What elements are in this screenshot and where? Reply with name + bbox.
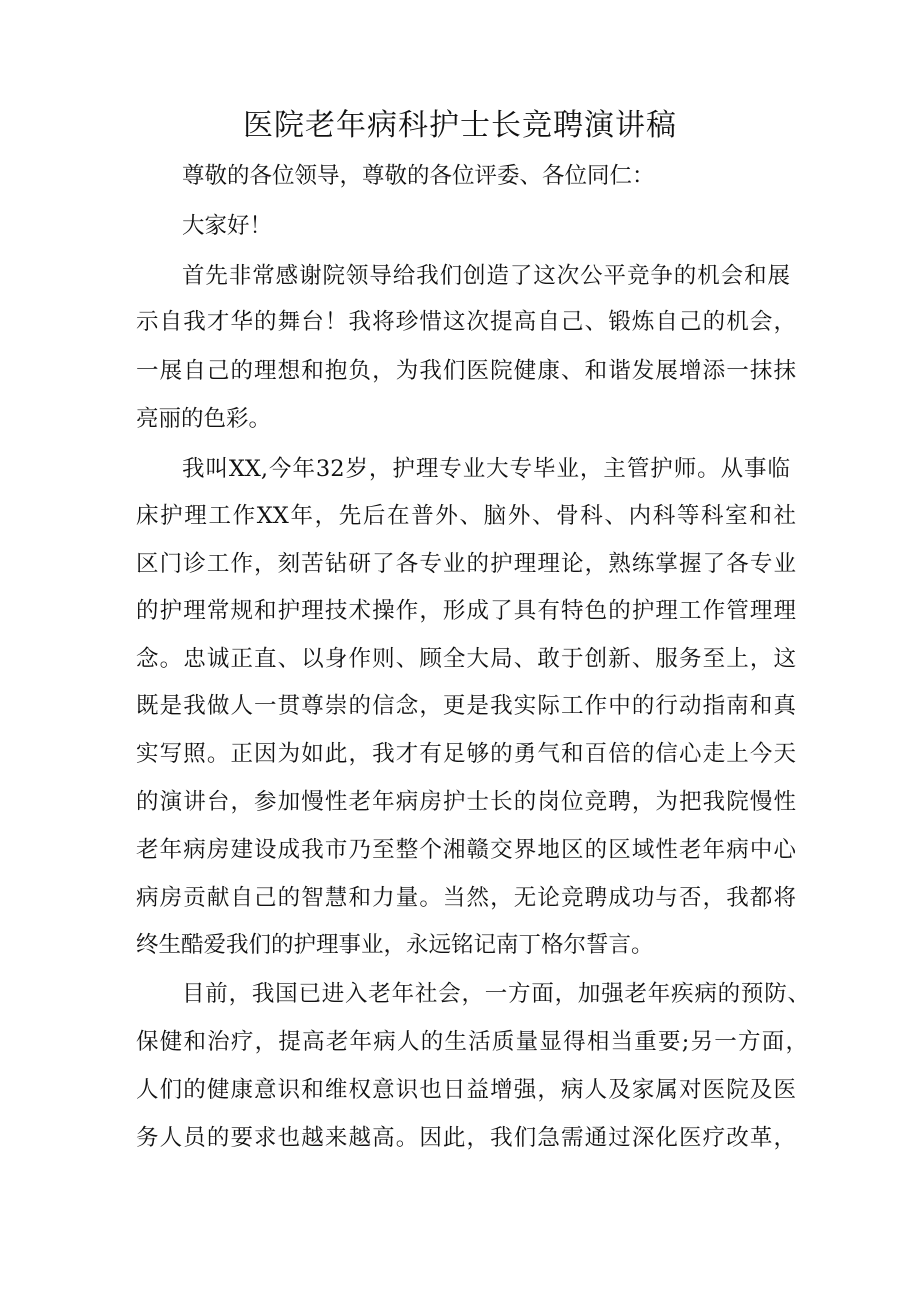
paragraph-2-line-9: 老年病房建设成我市乃至整个湘赣交界地区的区域性老年病中心 [136,837,796,863]
greeting-line: 大家好！ [182,213,273,239]
paragraph-2-line-10: 病房贡献自己的智慧和力量。当然，无论竞聘成功与否，我都将 [136,885,796,911]
paragraph-3-line-2: 保健和治疗，提高老年病人的生活质量显得相当重要;另一方面， [136,1029,808,1055]
paragraph-2-line-4: 的护理常规和护理技术操作，形成了具有特色的护理工作管理理 [136,598,796,624]
paragraph-1-line-3: 一展自己的理想和抱负，为我们医院健康、和谐发展增添一抹抹 [136,358,796,384]
paragraph-2-line-5: 念。忠诚正直、以身作则、顾全大局、敢于创新、服务至上，这 [136,646,796,672]
paragraph-2-line-2: 床护理工作XX年，先后在普外、脑外、骨科、内科等科室和社 [136,503,796,529]
paragraph-1-line-1: 首先非常感谢院领导给我们创造了这次公平竞争的机会和展 [182,263,790,289]
salutation-line: 尊敬的各位领导，尊敬的各位评委、各位同仁： [182,163,655,189]
paragraph-3-line-3: 人们的健康意识和维权意识也日益增强，病人及家属对医院及医 [136,1077,796,1103]
paragraph-2-line-3: 区门诊工作，刻苦钻研了各专业的护理理论，熟练掌握了各专业 [136,551,796,577]
paragraph-3-line-4: 务人员的要求也越来越高。因此，我们急需通过深化医疗改革， [136,1125,796,1151]
paragraph-2-line-1: 我叫XX,今年32岁，护理专业大专毕业，主管护师。从事临 [182,456,790,482]
paragraph-1-line-2: 示自我才华的舞台！我将珍惜这次提高自己、锻炼自己的机会， [136,309,796,335]
paragraph-2-line-7: 实写照。正因为如此，我才有足够的勇气和百倍的信心走上今天 [136,741,796,767]
document-title: 医院老年病科护士长竞聘演讲稿 [243,108,677,143]
paragraph-2-line-6: 既是我做人一贯尊崇的信念，更是我实际工作中的行动指南和真 [136,693,796,719]
paragraph-2-line-8: 的演讲台，参加慢性老年病房护士长的岗位竞聘，为把我院慢性 [136,789,796,815]
paragraph-1-line-4: 亮丽的色彩。 [136,406,272,432]
paragraph-3-line-1: 目前，我国已进入老年社会，一方面，加强老年疾病的预防、 [182,981,810,1007]
paragraph-2-line-11: 终生酷爱我们的护理事业，永远铭记南丁格尔誓言。 [136,932,654,958]
